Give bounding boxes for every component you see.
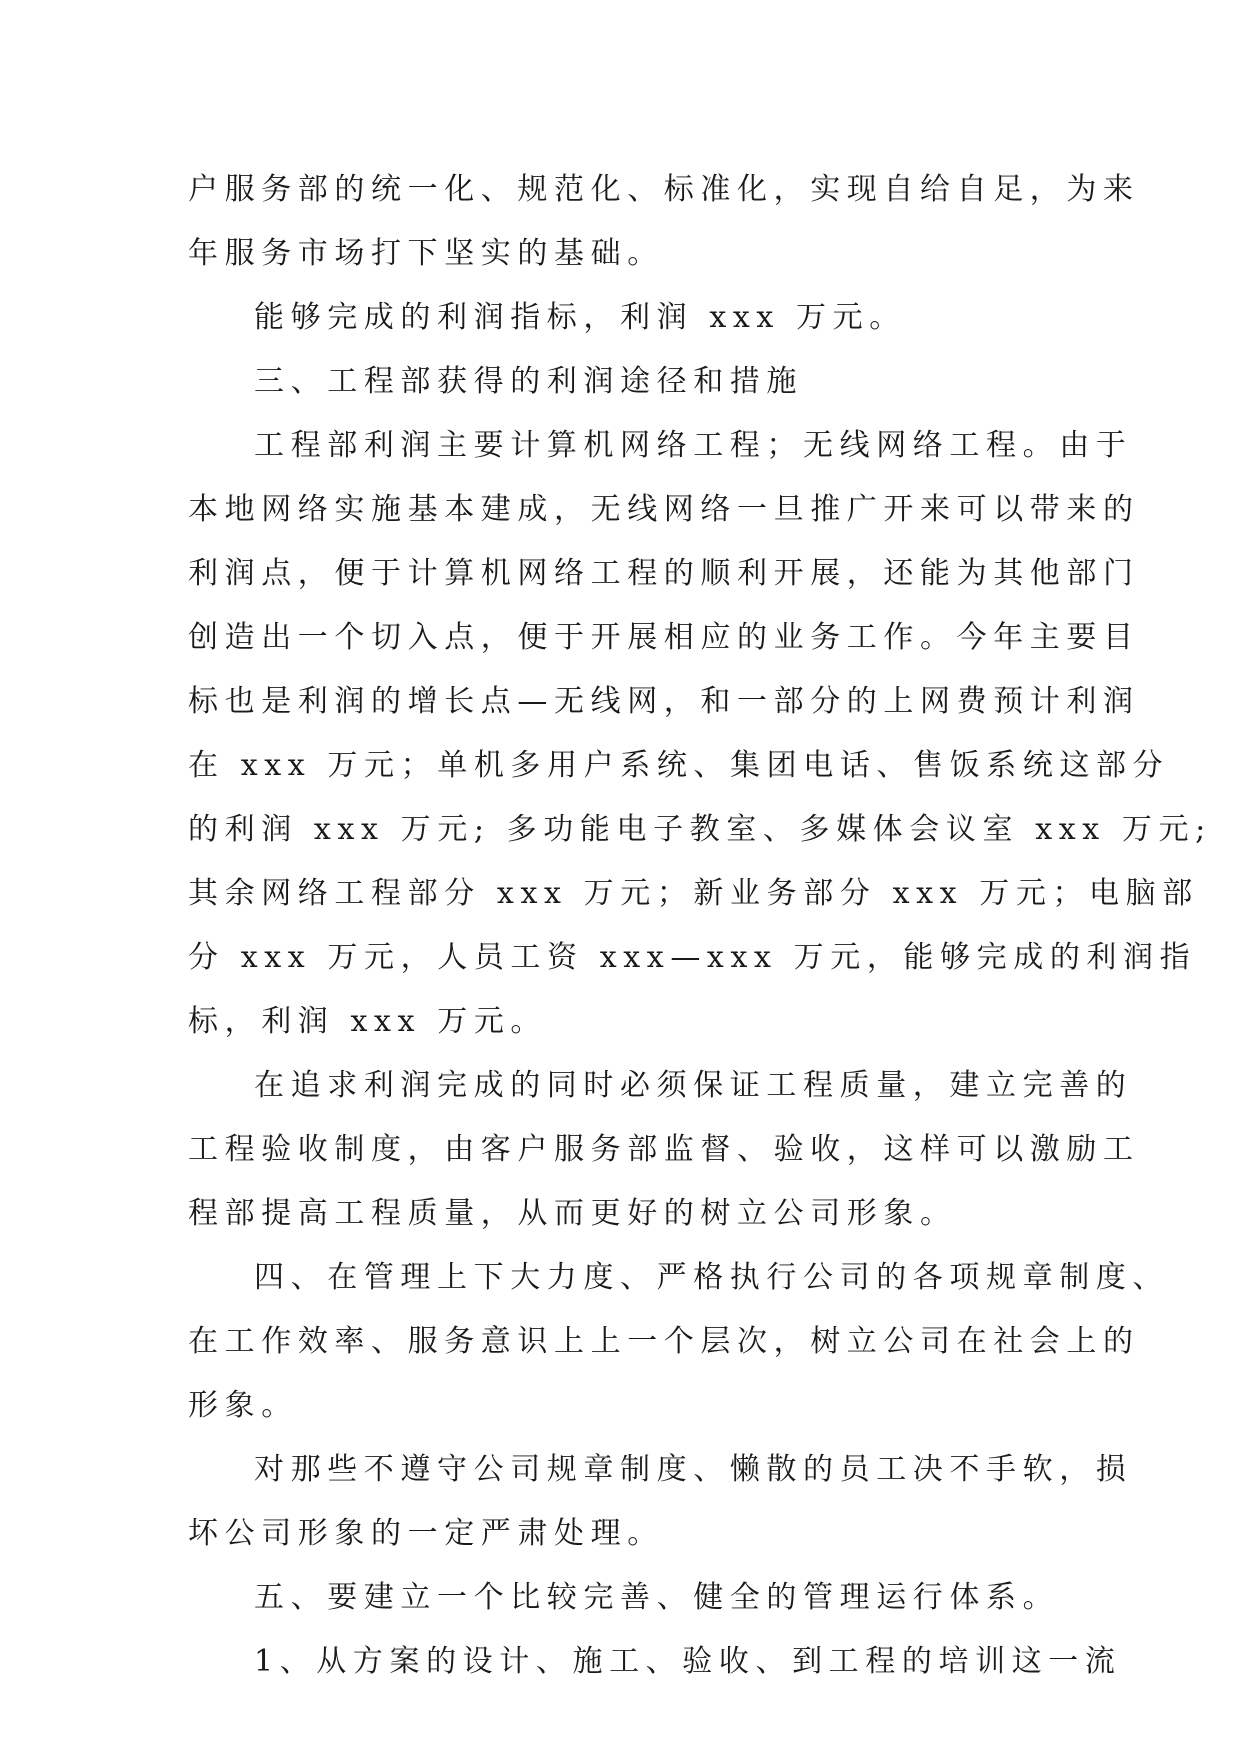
text-line: 利润点，便于计算机网络工程的顺利开展，还能为其他部门 (188, 556, 1140, 591)
text-line: 的利润 xxx 万元; 多功能电子教室、多媒体会议室 xxx 万元; (188, 812, 1212, 847)
paragraph (188, 1054, 1140, 1246)
paragraph (188, 1630, 1122, 1694)
paragraph (188, 158, 1140, 286)
text-line: 本地网络实施基本建成，无线网络一旦推广开来可以带来的 (188, 492, 1140, 527)
text-line: 工程验收制度，由客户服务部监督、验收，这样可以激励工 (188, 1132, 1140, 1167)
text-line: 在 xxx 万元；单机多用户系统、集团电话、售饭系统这部分 (188, 748, 1170, 783)
text-line: 在工作效率、服务意识上上一个层次，树立公司在社会上的 (188, 1324, 1140, 1359)
text-line: 其余网络工程部分 xxx 万元；新业务部分 xxx 万元；电脑部 (188, 876, 1199, 911)
text-line: 四、在管理上下大力度、严格执行公司的各项规章制度、 (254, 1260, 1169, 1295)
text-line: 分 xxx 万元，人员工资 xxx—xxx 万元，能够完成的利润指 (188, 940, 1197, 975)
text-line: 户服务部的统一化、规范化、标准化，实现自给自足，为来 (188, 172, 1140, 207)
paragraph (188, 286, 1056, 350)
paragraph (188, 414, 1212, 1054)
document-page (188, 158, 1212, 1679)
text-line: 坏公司形象的一定严肃处理。 (188, 1516, 664, 1551)
text-line: 五、要建立一个比较完善、健全的管理运行体系。 (254, 1580, 1060, 1615)
paragraph (188, 350, 1056, 414)
text-line: 三、工程部获得的利润途径和措施 (254, 364, 803, 399)
paragraph (188, 1438, 1133, 1566)
text-line: 创造出一个切入点，便于开展相应的业务工作。今年主要目 (188, 620, 1140, 655)
text-line: 标也是利润的增长点—无线网，和一部分的上网费预计利润 (188, 684, 1140, 719)
text-line: 标，利润 xxx 万元。 (188, 1004, 548, 1039)
paragraph (188, 1566, 1060, 1630)
text-line: 程部提高工程质量，从而更好的树立公司形象。 (188, 1196, 957, 1231)
text-line: 能够完成的利润指标，利润 xxx 万元。 (254, 300, 906, 335)
text-line: 形象。 (188, 1388, 298, 1423)
paragraph (188, 1246, 1169, 1438)
text-line: 对那些不遵守公司规章制度、懒散的员工决不手软，损 (254, 1452, 1133, 1487)
text-line: 年服务市场打下坚实的基础。 (188, 236, 664, 271)
text-line: 工程部利润主要计算机网络工程；无线网络工程。由于 (254, 428, 1133, 463)
text-line: 在追求利润完成的同时必须保证工程质量，建立完善的 (254, 1068, 1133, 1103)
text-line: 1、从方案的设计、施工、验收、到工程的培训这一流 (254, 1644, 1122, 1679)
